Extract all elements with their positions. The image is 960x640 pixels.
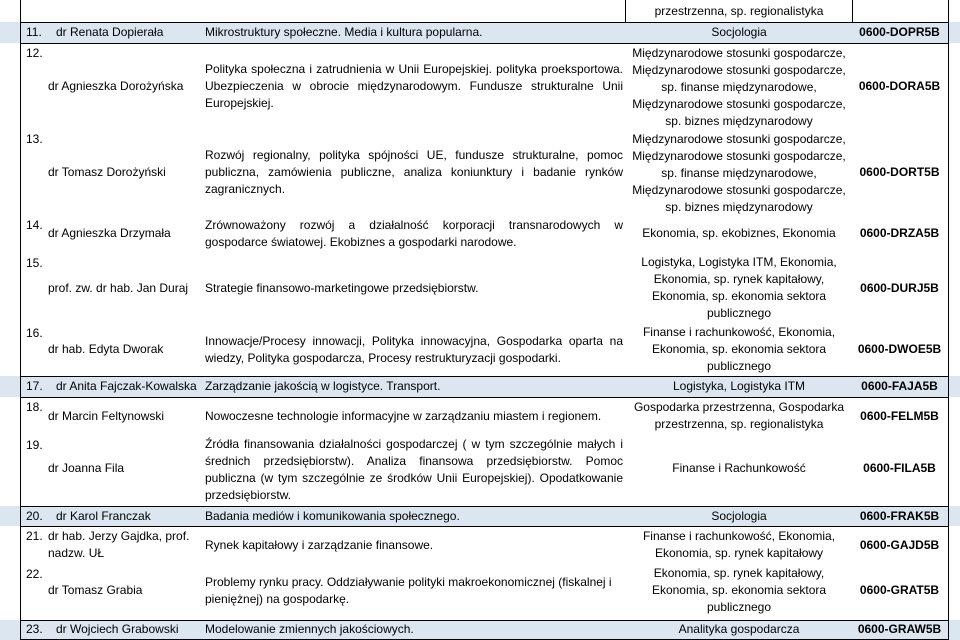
course-code: 0600-FILA5B <box>863 461 936 475</box>
thesis-topic: Mikrostruktury społeczne. Media i kultura popularna. <box>205 25 483 39</box>
thesis-topic: Zrównoważony rozwój a działalność korporacji transnarodowych w gospodarce światowej. Ekobiznes a gospodarki narodowe. <box>205 218 623 249</box>
table-row <box>0 620 960 640</box>
column-divider <box>625 0 626 22</box>
course-code: 0600-FELM5B <box>860 409 939 423</box>
thesis-topic: Rozwój regionalny, polityka spójności UE, fundusze strukturalne, pomoc publiczna, zamówienia publiczne, analiza koniunktury i badanie rynków zagranicznych. <box>205 148 623 196</box>
supervisor-name: dr Karol Franczak <box>56 509 151 523</box>
column-divider <box>852 0 853 22</box>
row-divider <box>20 43 948 44</box>
thesis-topic: Badania mediów i komunikowania społecznego. <box>205 509 460 523</box>
table-row <box>0 435 960 506</box>
supervisor-name: prof. zw. dr hab. Jan Duraj <box>48 281 189 295</box>
row-number: 16. <box>26 326 43 340</box>
row-divider <box>20 22 948 23</box>
field-of-study: Gospodarka przestrzenna, Gospodarka przestrzenna, sp. regionalistyka <box>633 400 845 431</box>
row-number: 14. <box>26 218 43 232</box>
supervisor-name: dr Tomasz Dorożyński <box>48 165 166 179</box>
row-number: 23. <box>26 622 43 636</box>
row-number: 13. <box>26 132 43 146</box>
field-of-study: Międzynarodowe stosunki gospodarcze, Międzynarodowe stosunki gospodarcze, sp. finanse międzynarodowe, Międzynarodowe stosunki gospodarcze, sp. biznes międzynarodowy <box>632 132 846 214</box>
field-of-study: Ekonomia, sp. ekobiznes, Ekonomia <box>642 226 836 240</box>
row-divider <box>20 376 948 377</box>
field-of-study: Finanse i rachunkowość, Ekonomia, Ekonomia, sp. rynek kapitałowy <box>642 529 836 560</box>
supervisor-name: dr Wojciech Grabowski <box>56 622 179 636</box>
course-code: 0600-DORT5B <box>859 165 940 179</box>
supervisor-name: dr Agnieszka Drzymała <box>48 226 171 240</box>
thesis-topic: Zarządzanie jakością w logistyce. Transport. <box>205 379 441 393</box>
supervisor-name: dr Anita Fajczak-Kowalska <box>56 379 197 393</box>
table-row <box>0 526 960 564</box>
thesis-topic: Nowoczesne technologie informacyjne w zarządzaniu miastem i regionem. <box>205 409 602 423</box>
supervisor-name: dr Agnieszka Dorożyńska <box>48 79 184 93</box>
course-code: 0600-DURJ5B <box>860 281 939 295</box>
field-of-study: Socjologia <box>711 25 767 39</box>
row-number: 21. <box>26 529 43 543</box>
field-of-study: Międzynarodowe stosunki gospodarcze, Międzynarodowe stosunki gospodarcze, sp. finanse międzynarodowe, Międzynarodowe stosunki gospodarcze, sp. biznes międzynarodowy <box>632 46 846 128</box>
field-cell: przestrzenna, sp. regionalistyka <box>654 4 824 18</box>
field-of-study: Finanse i Rachunkowość <box>672 461 806 475</box>
supervisor-name: dr Marcin Feltynowski <box>48 409 165 423</box>
course-code: 0600-FRAK5B <box>859 509 940 523</box>
course-code: 0600-DORA5B <box>858 79 941 93</box>
course-code: 0600-FAJA5B <box>861 379 938 393</box>
field-of-study: Finanse i rachunkowość, Ekonomia, Ekonomia, sp. ekonomia sektora publicznego <box>642 325 836 373</box>
table-row <box>0 564 960 620</box>
course-code: 0600-GAJD5B <box>859 538 940 552</box>
table-row <box>0 215 960 253</box>
row-divider <box>20 397 948 398</box>
thesis-topic: Problemy rynku pracy. Oddziaływanie polityki makroekonomicznej (fiskalnej i pieniężnej) na gospodarkę. <box>205 575 612 606</box>
thesis-topic: Strategie finansowo-marketingowe przedsiębiorstw. <box>205 281 479 295</box>
table-row <box>0 506 960 526</box>
supervisor-name: dr hab. Jerzy Gajdka, prof. nadzw. UŁ <box>48 529 190 560</box>
field-of-study: Logistyka, Logistyka ITM <box>672 379 806 393</box>
course-code: 0600-DRZA5B <box>859 226 940 240</box>
course-code: 0600-GRAT5B <box>859 583 940 597</box>
row-number: 18. <box>26 400 43 414</box>
field-of-study: Ekonomia, sp. rynek kapitałowy, Ekonomia, sp. ekonomia sektora publicznego <box>651 566 827 614</box>
row-divider <box>20 506 948 507</box>
table-row-fragment <box>0 0 960 22</box>
supervisor-name: dr hab. Edyta Dworak <box>48 342 164 356</box>
row-number: 12. <box>26 46 43 60</box>
row-divider <box>20 526 948 527</box>
thesis-topic: Polityka społeczna i zatrudnienia w Unii Europejskiej. polityka proeksportowa. Ubezpieczenia w obrocie międzynarodowym. Fundusze strukturalne Unii Europejskiej. <box>205 62 623 110</box>
column-divider <box>20 0 21 640</box>
row-divider <box>20 620 948 621</box>
supervisor-name: dr Joanna Fila <box>48 461 125 475</box>
row-number: 20. <box>26 509 43 523</box>
row-number: 15. <box>26 256 43 270</box>
row-number: 19. <box>26 438 43 452</box>
thesis-topic: Innowacje/Procesy innowacji, Polityka innowacyjna, Gospodarka oparta na wiedzy, Polityka gospodarcza, Procesy restrukturyzacji gospodarki. <box>205 334 623 365</box>
course-code: 0600-GRAW5B <box>857 622 942 636</box>
supervisor-name: dr Renata Dopierała <box>56 25 164 39</box>
thesis-topic: Rynek kapitałowy i zarządzanie finansowe. <box>205 538 434 552</box>
row-number: 17. <box>26 379 43 393</box>
table-row <box>0 43 960 129</box>
field-of-study: Socjologia <box>711 509 767 523</box>
field-of-study: Logistyka, Logistyka ITM, Ekonomia, Ekonomia, sp. rynek kapitałowy, Ekonomia, sp. ekonomia sektora publicznego <box>641 255 837 320</box>
course-code: 0600-DWOE5B <box>857 342 942 356</box>
thesis-topic: Modelowanie zmiennych jakościowych. <box>205 622 414 636</box>
supervisor-name: dr Tomasz Grabia <box>48 583 143 597</box>
table-row <box>0 253 960 323</box>
table-row <box>0 397 960 435</box>
thesis-topic: Źródła finansowania działalności gospodarczej ( w tym szczególnie małych i średnich przedsiębiorstw). Analiza finansowa przedsiębiorstw. Pomoc publiczna (w tym szczególnie ze środków Unii Europejskiej). Opodatkowanie przedsiębiorstw. <box>205 437 623 502</box>
table-row <box>0 129 960 215</box>
table-row <box>0 22 960 43</box>
course-code: 0600-DOPR5B <box>859 25 940 39</box>
table-row <box>0 376 960 397</box>
row-number: 22. <box>26 567 43 581</box>
row-number: 11. <box>26 25 42 39</box>
column-divider <box>948 0 949 640</box>
table-row <box>0 323 960 376</box>
field-of-study: Analityka gospodarcza <box>678 622 800 636</box>
